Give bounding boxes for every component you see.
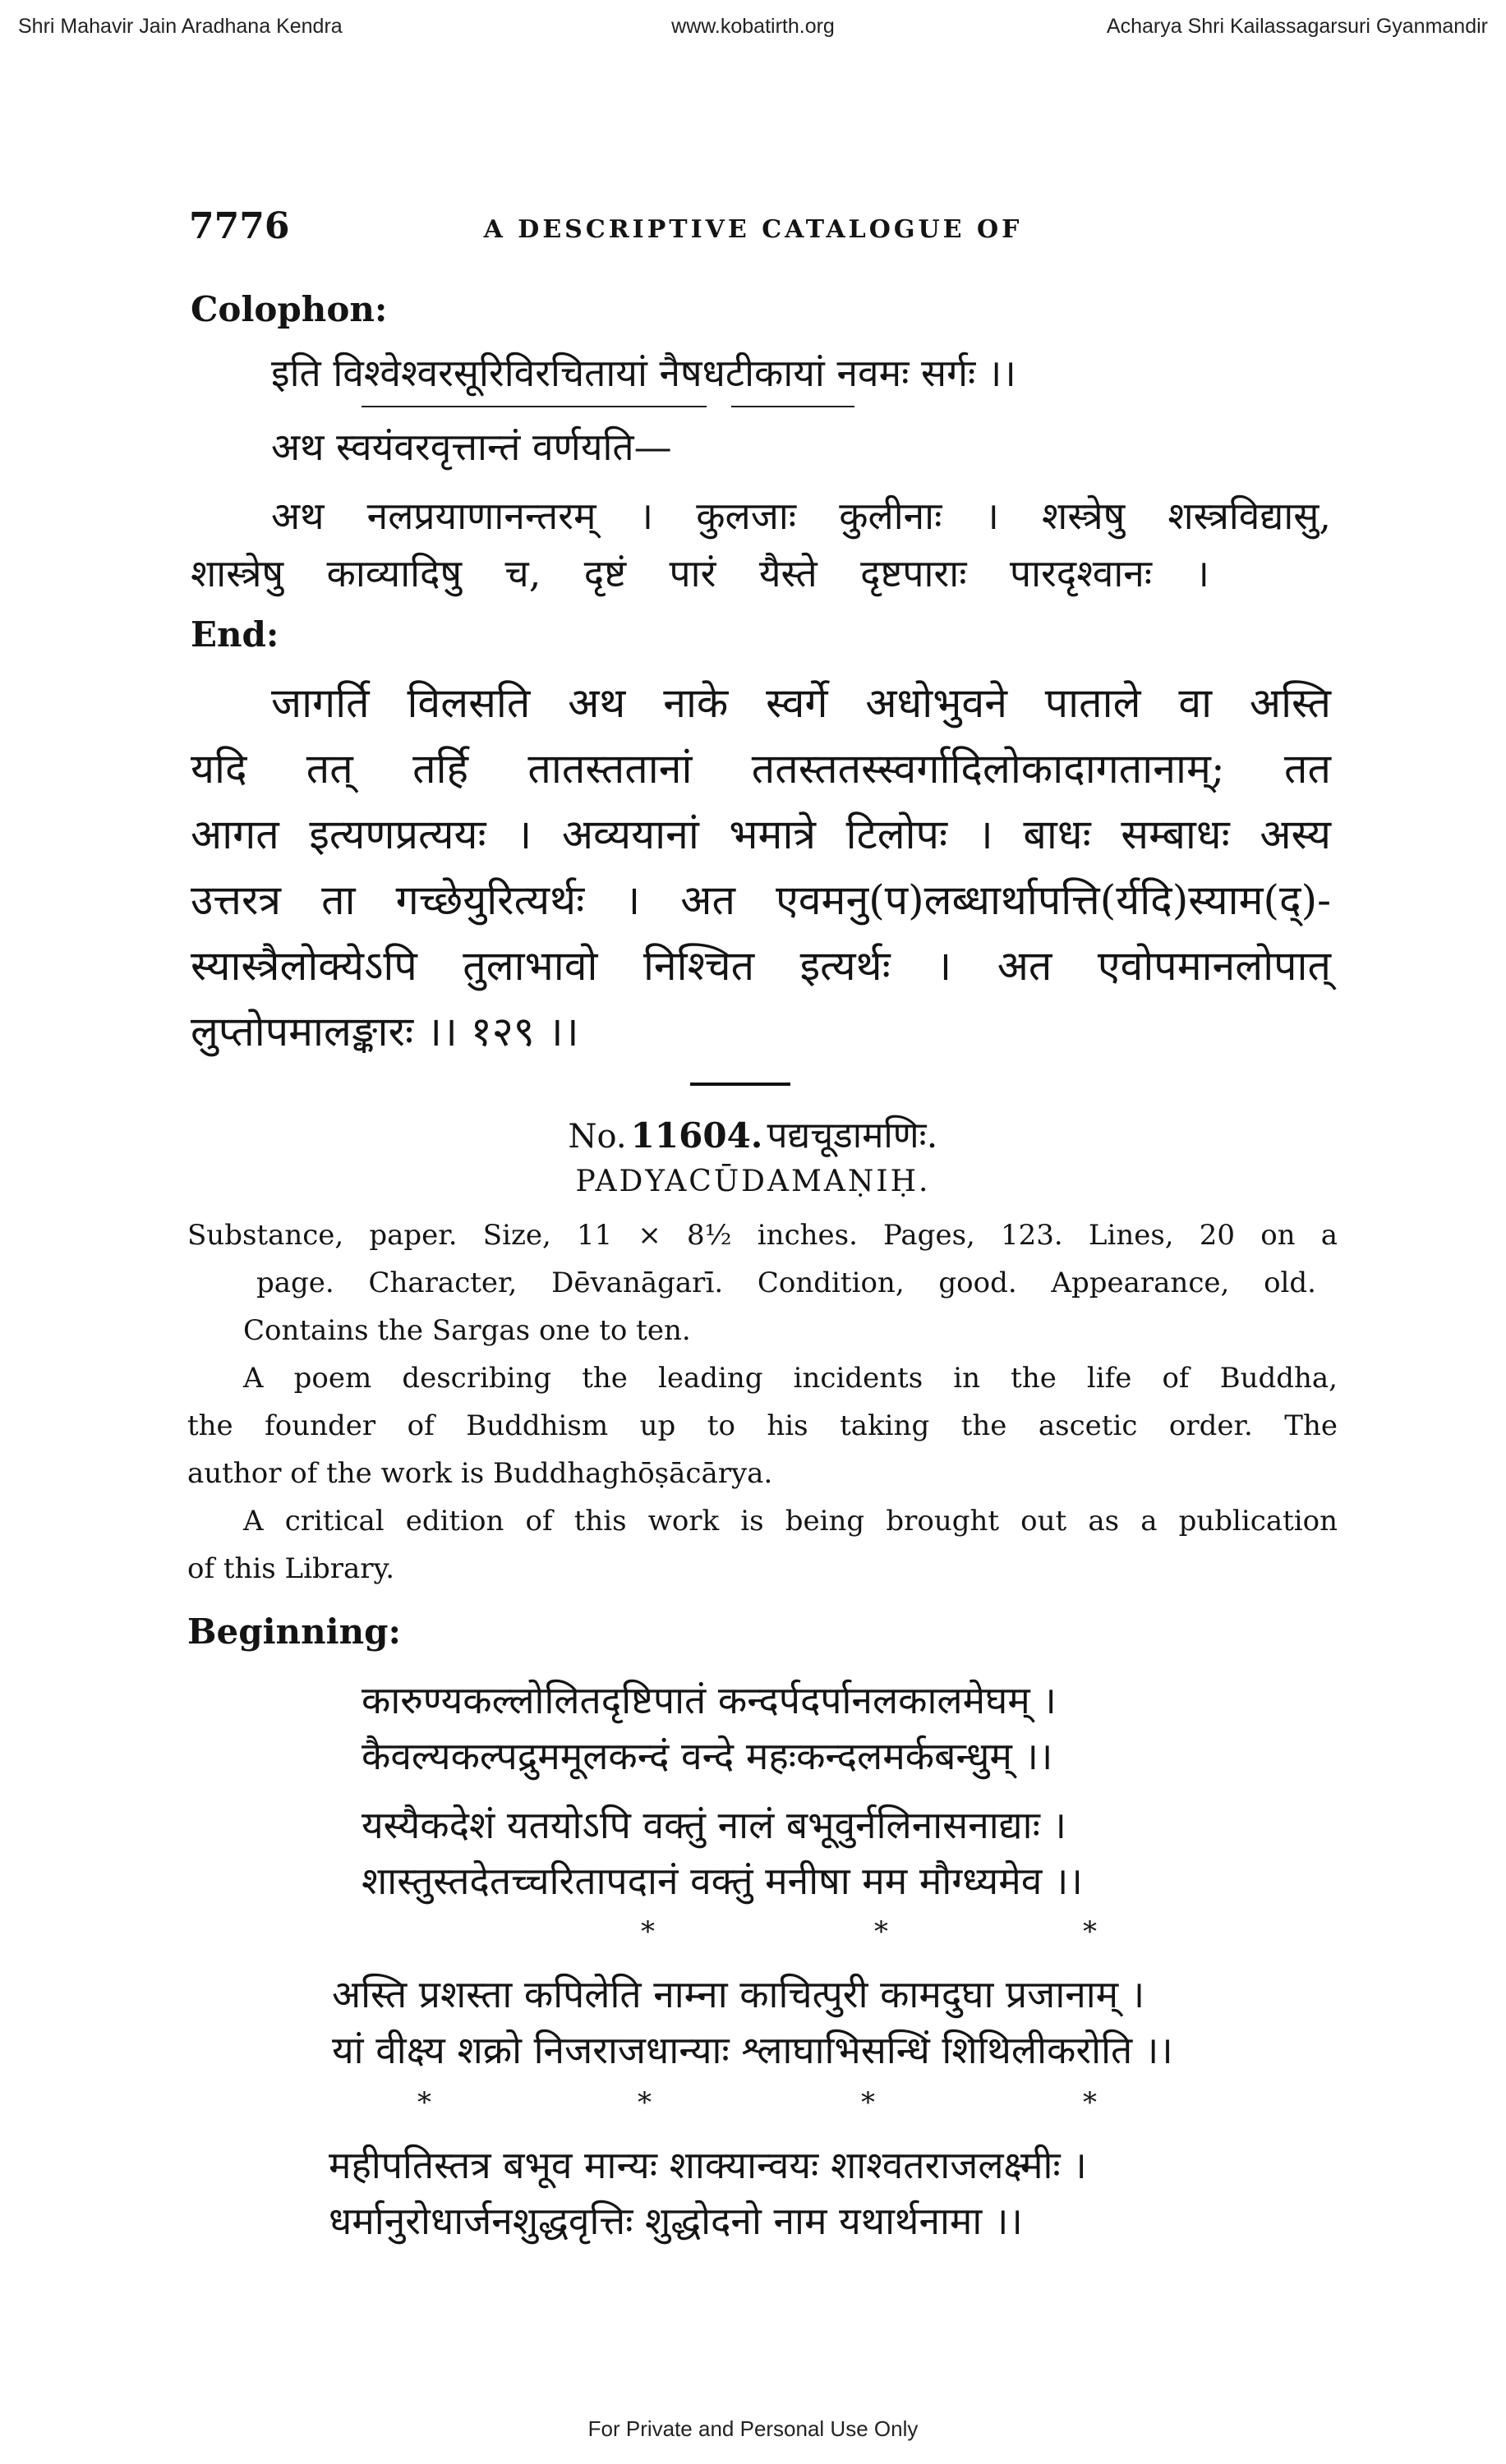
separator-star: *	[417, 2086, 431, 2119]
end-line-5: स्यास्त्रैलोक्येऽपि तुलाभावो निश्चित इत्यर्थः । अत एवोपमानलोपात्	[191, 942, 1331, 990]
desc1-line-1: Substance, paper. Size, 11 × 8½ inches. Pages, 123. Lines, 20 on a	[187, 1219, 1338, 1252]
end-line-1: जागर्ति विलसति अथ नाके स्वर्गे अधोभुवने पाताले वा अस्ति	[271, 679, 1331, 727]
verse-line-8: धर्मानुरोधार्जनशुद्धवृत्तिः शुद्धोदनो नाम यथार्थनामा ।।	[329, 2199, 1023, 2243]
end-line-3: आगत इत्यणप्रत्ययः । अव्ययानां भमात्रे टिलोपः । बाधः सम्बाधः अस्य	[191, 811, 1331, 858]
colophon-line-1: इति विश्वेश्वरसूरिविरचितायां नैषधटीकायां नवमः सर्गः ।।	[271, 351, 1016, 395]
end-label: End:	[191, 614, 279, 655]
underline-2	[731, 406, 854, 407]
verse-line-3: यस्यैकदेशं यतयोऽपि वक्तुं नालं बभूवुर्नलिनासनाद्याः ।	[362, 1803, 1066, 1847]
header-center: www.kobatirth.org	[671, 15, 835, 38]
section-divider	[690, 1083, 790, 1086]
verse-line-7: महीपतिस्तत्र बभूव मान्यः शाक्यान्वयः शाश्वतराजलक्ष्मीः ।	[329, 2143, 1087, 2187]
end-line-2: यदि तत् तर्हि तातस्ततानां ततस्ततस्स्वर्गादिलोकादागतानाम्; तत	[191, 745, 1331, 793]
colophon-label: Colophon:	[191, 289, 388, 329]
running-head: A DESCRIPTIVE CATALOGUE OF	[483, 215, 1023, 244]
end-line-6: लुप्तोपमालङ्कारः ।। १२९ ।।	[191, 1008, 579, 1055]
desc3-line-2: of this Library.	[187, 1552, 395, 1585]
verse-line-1: कारुण्यकल्लोलितदृष्टिपातं कन्दर्पदर्पानलकालमेघम् ।	[362, 1678, 1057, 1722]
header-right: Acharya Shri Kailassagarsuri Gyanmandir	[1106, 15, 1488, 38]
separator-star: *	[641, 1915, 655, 1948]
entry-no-prefix: No.	[568, 1118, 627, 1156]
entry-title-devanagari: पद्यचूडामणिः.	[767, 1115, 938, 1156]
beginning-label: Beginning:	[187, 1611, 401, 1652]
verse-line-2: कैवल्यकल्पद्रुममूलकन्दं वन्दे महःकन्दलमर्कबन्धुम् ।।	[362, 1734, 1053, 1778]
end-line-4: उत्तरत्र ता गच्छेयुरित्यर्थः । अत एवमनु(प)लब्धार्थापत्ति(र्यदि)स्याम(द्)-	[191, 876, 1331, 924]
colophon-line-4: शास्त्रेषु काव्यादिषु च, दृष्टं पारं यैस्ते दृष्टपाराः पारदृश्वानः ।	[191, 551, 1209, 595]
underline-1	[362, 406, 707, 407]
colophon-line-2: अथ स्वयंवरवृत्तान्तं वर्णयति—	[271, 425, 672, 469]
separator-star: *	[1083, 1915, 1097, 1948]
separator-star: *	[1083, 2086, 1097, 2119]
separator-star: *	[861, 2086, 875, 2119]
verse-line-6: यां वीक्ष्य शक्रो निजराजधान्याः श्लाघाभिसन्धिं शिथिलीकरोति ।।	[332, 2028, 1173, 2072]
colophon-line-3: अथ नलप्रयाणानन्तरम् । कुलजाः कुलीनाः । शस्त्रेषु शस्त्रविद्यासु,	[271, 494, 1331, 538]
verse-line-4: शास्तुस्तदेतच्चरितापदानं वक्तुं मनीषा मम मौग्ध्यमेव ।।	[362, 1859, 1083, 1903]
desc2-line-2: the founder of Buddhism up to his taking the ascetic order. The	[187, 1409, 1338, 1442]
desc1-line-2: page. Character, Dēvanāgarī. Condition, good. Appearance, old.	[256, 1266, 1316, 1299]
separator-star: *	[874, 1915, 888, 1948]
footer-note: For Private and Personal Use Only	[587, 2416, 919, 2441]
desc1-line-3: Contains the Sargas one to ten.	[243, 1314, 691, 1347]
desc2-line-3: author of the work is Buddhaghōṣācārya.	[187, 1457, 773, 1490]
entry-number: 11604.	[630, 1115, 763, 1156]
separator-star: *	[638, 2086, 652, 2119]
header-left: Shri Mahavir Jain Aradhana Kendra	[18, 15, 343, 38]
entry-title-roman: PADYACŪDAMAṆIḤ.	[575, 1165, 931, 1198]
verse-line-5: अस्ति प्रशस्ता कपिलेति नाम्ना काचित्पुरी कामदुघा प्रजानाम् ।	[332, 1972, 1145, 2016]
desc2-line-1: A poem describing the leading incidents in the life of Buddha,	[243, 1362, 1338, 1395]
desc3-line-1: A critical edition of this work is being brought out as a publication	[243, 1505, 1338, 1538]
page-number: 7776	[189, 205, 290, 247]
entry-heading	[0, 1109, 1506, 1158]
